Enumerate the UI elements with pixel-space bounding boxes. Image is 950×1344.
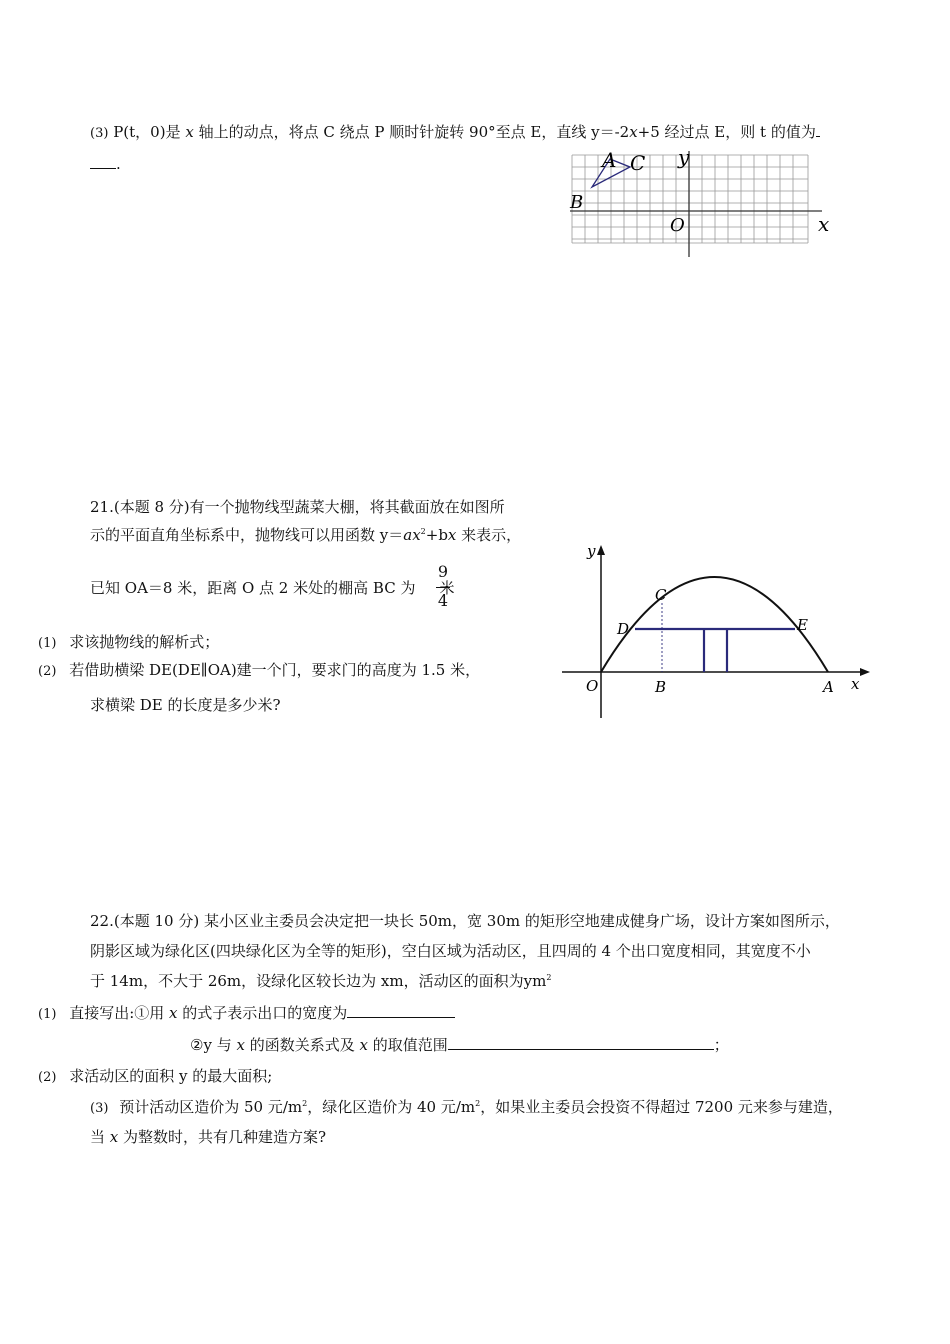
q21-term-ax: ax xyxy=(403,526,421,544)
q20-part3-text-a: P(t，0)是 xyxy=(113,123,181,141)
q20-part3-number: (3) xyxy=(90,126,109,141)
q22-function-blank[interactable] xyxy=(448,1035,714,1050)
q22-line3 xyxy=(90,971,551,991)
q21-part2-text: 若借助横梁 DE(DE∥OA)建一个门，要求门的高度为 1.5 米， xyxy=(69,661,481,679)
q21-line2-c: 来表示， xyxy=(456,526,522,544)
q22-part1b-text-c: 的取值范围 xyxy=(372,1036,448,1054)
q21-line1: 21.(本题 8 分)有一个抛物线型蔬菜大棚，将其截面放在如图所 xyxy=(90,498,505,516)
q21-line3-a: 已知 OA＝8 米，距离 O 点 2 米处的棚高 BC 为 xyxy=(90,579,416,597)
fig2-label-e: E xyxy=(797,616,808,634)
fig2-parabola-diagram xyxy=(560,540,880,725)
q21-line3 xyxy=(90,578,454,598)
q22-part1b-end: ； xyxy=(713,1036,729,1054)
q21-part2-continued: 求横梁 DE 的长度是多少米? xyxy=(90,696,281,714)
fig2-label-d: D xyxy=(617,620,630,638)
q22-part1 xyxy=(38,1003,455,1025)
q22-part3-number: (3) xyxy=(90,1101,109,1116)
q22-part3-exp1: 2 xyxy=(302,1099,308,1108)
fig2-label-y: y xyxy=(587,542,596,560)
q22-part2-number: (2) xyxy=(38,1070,57,1085)
q22-line3-text: 于 14m，不大于 26m，设绿化区较长边为 xm，活动区的面积为ym xyxy=(90,972,547,990)
q20-var-x: x xyxy=(185,123,194,141)
q20-var-x2: x xyxy=(629,123,638,141)
q22-part1-text-b: 的式子表示出口的宽度为 xyxy=(182,1004,348,1022)
q22-part1b-text-b: 的函数关系式及 xyxy=(249,1036,355,1054)
q20-part3-line2 xyxy=(90,154,121,174)
q20-answer-blank-a[interactable] xyxy=(816,122,820,137)
q21-exponent: 2 xyxy=(420,527,426,536)
q22-line2: 阴影区域为绿化区(四块绿化区为全等的矩形)，空白区域为活动区，且四周的 4 个出口宽度相同，其宽度不小 xyxy=(90,942,811,960)
fig2-y-arrow xyxy=(597,545,605,555)
q22-part3 xyxy=(90,1097,843,1119)
fig1-coordinate-grid xyxy=(560,145,840,260)
q20-part3-text-b: 轴上的动点，将点 C 绕点 P 顺时针旋转 90°至点 E，直线 y＝-2 xyxy=(198,123,630,141)
q21-fraction-numerator: 9 xyxy=(437,562,449,581)
q21-part1 xyxy=(38,632,219,654)
fig2-label-a: A xyxy=(823,678,834,696)
q22-part1b-var-x2: x xyxy=(359,1036,368,1054)
fig1-label-x: x xyxy=(818,212,830,236)
q21-var-x: x xyxy=(447,526,457,544)
q20-part3-text-c: +5 经过点 E，则 t 的值为 xyxy=(637,123,816,141)
q22-part1b-text-a: ②y 与 xyxy=(190,1036,232,1054)
q21-part2-number: (2) xyxy=(38,664,57,679)
fig1-label-o: O xyxy=(670,215,685,236)
q21-fraction-bar xyxy=(436,587,450,588)
q22-part2 xyxy=(38,1066,272,1088)
q22-line3-exponent: 2 xyxy=(546,973,552,982)
q22-part3-line2-b: 为整数时，共有几种建造方案? xyxy=(123,1128,327,1146)
fig2-label-b: B xyxy=(655,678,667,696)
fig1-label-a: A xyxy=(602,148,617,172)
q22-part3-line2 xyxy=(90,1127,326,1147)
q20-period: . xyxy=(116,155,121,173)
q22-part3-exp2: 2 xyxy=(475,1099,481,1108)
q22-line1: 22.(本题 10 分) 某小区业主委员会决定把一块长 50m，宽 30m 的矩形空地建成健身广场，设计方案如图所示， xyxy=(90,912,840,930)
q22-part3-text-c: ，如果业主委员会投资不得超过 7200 元来参与建造， xyxy=(480,1098,843,1116)
q22-part1-var-x: x xyxy=(169,1004,178,1022)
q22-part2-text: 求活动区的面积 y 的最大面积; xyxy=(69,1067,273,1085)
fig2-x-arrow xyxy=(860,668,870,676)
fig1-label-b: B xyxy=(570,192,584,213)
fig2-label-o: O xyxy=(586,677,599,695)
q22-part1b-var-x: x xyxy=(236,1036,245,1054)
q22-part1b xyxy=(190,1035,729,1055)
q22-part3-var-x: x xyxy=(109,1128,119,1146)
q22-exit-width-blank[interactable] xyxy=(347,1003,455,1018)
q22-part3-text-b: ，绿化区造价为 40 元/m xyxy=(307,1098,476,1116)
fig1-label-y: y xyxy=(678,145,690,169)
q21-part2 xyxy=(38,660,480,682)
q21-part1-number: (1) xyxy=(38,636,57,651)
fig2-parabola xyxy=(601,577,828,672)
fig1-label-c: C xyxy=(630,151,646,175)
q21-line2 xyxy=(90,525,521,545)
q21-line2-a: 示的平面直角坐标系中，抛物线可以用函数 y＝ xyxy=(90,526,404,544)
q21-line3-b: 米 xyxy=(439,579,455,597)
q22-part3-text-a: 预计活动区造价为 50 元/m xyxy=(119,1098,303,1116)
q21-part1-text: 求该抛物线的解析式； xyxy=(69,633,220,651)
q22-part1-number: (1) xyxy=(38,1007,57,1022)
q20-answer-blank[interactable] xyxy=(90,154,116,169)
q21-line2-b: +b xyxy=(425,526,448,544)
q21-fraction-denominator: 4 xyxy=(437,591,449,610)
q22-part3-line2-a: 当 xyxy=(90,1128,106,1146)
q22-part1-text-a: 直接写出:①用 xyxy=(69,1004,165,1022)
q20-part3-line1 xyxy=(90,122,820,144)
fig2-label-x: x xyxy=(851,675,860,693)
fig2-label-c: C xyxy=(655,586,667,604)
